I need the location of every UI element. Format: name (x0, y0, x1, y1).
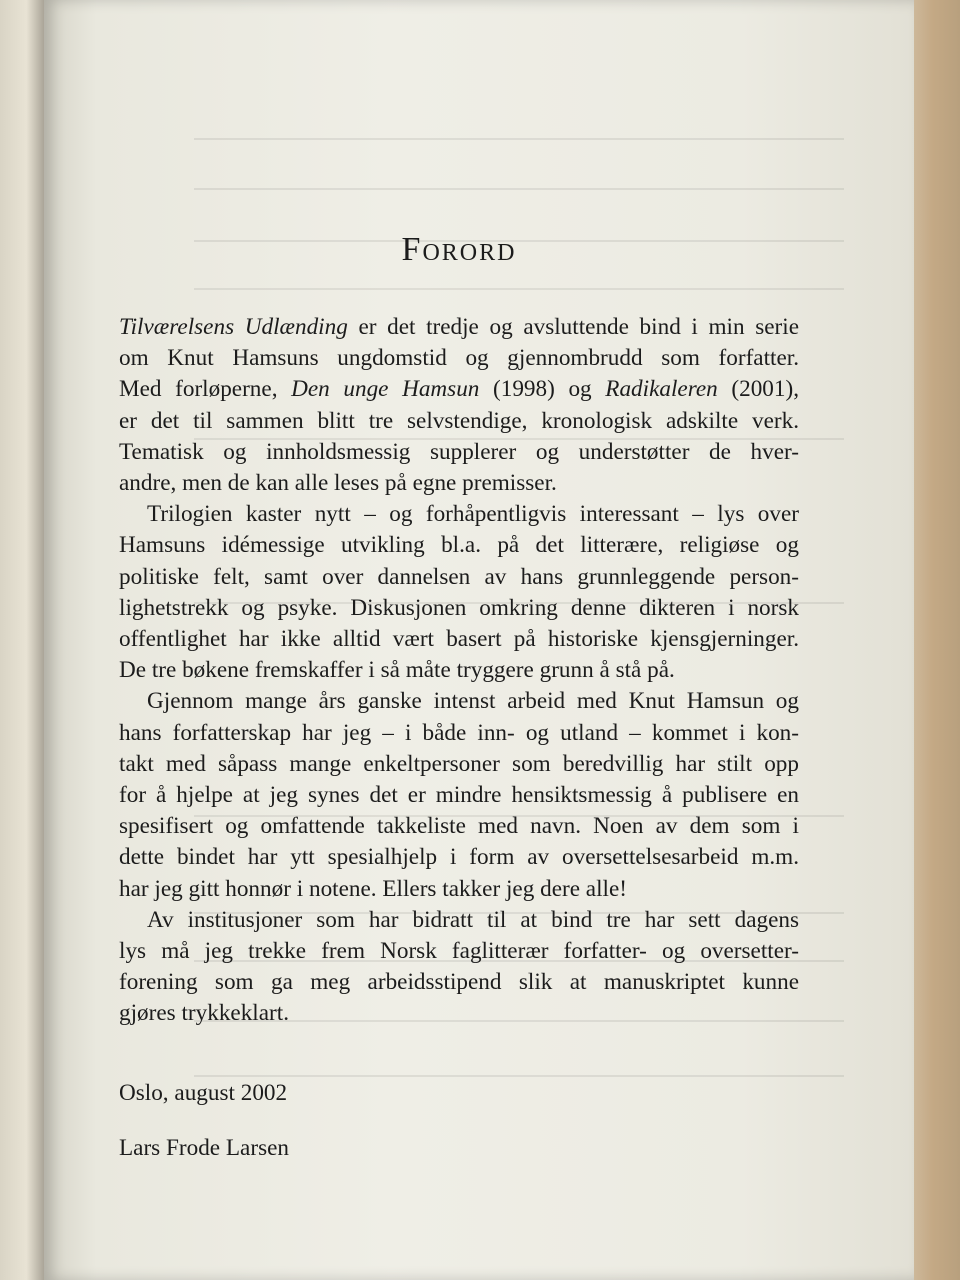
paragraph (119, 686, 799, 904)
body-text (119, 312, 799, 1030)
text-line (119, 530, 799, 561)
text-segment: De tre bøkene fremskaffer i så måte tryggere grunn å stå på. (119, 657, 675, 684)
text-segment: andre, men de kan alle leses på egne premisser. (119, 470, 557, 497)
text-line (119, 624, 799, 655)
text-line (119, 499, 799, 530)
paragraph (119, 499, 799, 686)
text-segment: er det til sammen blitt tre selvstendige, kronologisk adskilte verk. (119, 407, 799, 434)
text-segment: takt med såpass mange enkeltpersoner som beredvillig har stilt opp (119, 750, 799, 777)
text-segment: om Knut Hamsuns ungdomstid og gjennombrudd som forfatter. (119, 345, 799, 372)
text-line (119, 998, 799, 1029)
paragraph (119, 905, 799, 1030)
text-line (119, 749, 799, 780)
text-segment: offentlighet har ikke alltid vært basert på historiske kjensgjerninger. (119, 626, 799, 653)
text-segment: Med forløperne, (119, 376, 292, 403)
text-line (119, 718, 799, 749)
text-segment: Gjennom mange års ganske intenst arbeid med Knut Hamsun og (147, 688, 799, 715)
text-segment: for å hjelpe at jeg synes det er mindre hensiktsmessig å publisere en (119, 782, 799, 809)
paragraph (119, 312, 799, 499)
italic-title: Tilværelsens Udlænding (119, 314, 348, 340)
italic-title: Radikaleren (605, 376, 718, 403)
text-line (119, 374, 799, 405)
text-line (119, 967, 799, 998)
text-line (119, 406, 799, 437)
text-segment: har jeg gitt honnør i notene. Ellers takker jeg dere alle! (119, 875, 627, 902)
text-segment: gjøres trykkeklart. (119, 1000, 289, 1027)
text-segment: forening som ga meg arbeidsstipend slik at manuskriptet kunne (119, 969, 799, 996)
text-line (119, 780, 799, 811)
text-line (119, 655, 799, 686)
text-line (119, 593, 799, 624)
italic-title: Den unge Hamsun (291, 376, 480, 403)
text-line (119, 842, 799, 873)
previous-page-edge (0, 0, 48, 1280)
text-line (119, 905, 799, 936)
text-segment: lighetstrekk og psyke. Diskusjonen omkring denne dikteren i norsk (119, 594, 799, 621)
author-signature: Lars Frode Larsen (119, 1134, 289, 1161)
text-line (119, 562, 799, 593)
page-content (119, 222, 799, 1164)
text-segment: Hamsuns idémessige utvikling bl.a. på det litterære, religiøse og (119, 532, 799, 559)
text-line (119, 468, 799, 499)
text-line (119, 936, 799, 967)
text-segment: Tematisk og innholdsmessig supplerer og understøtter de hver- (119, 438, 799, 465)
text-segment: spesifisert og omfattende takkeliste med navn. Noen av dem som i (119, 813, 799, 840)
text-segment: (1998) og (479, 376, 606, 403)
text-segment: hans forfatterskap har jeg – i både inn- og utland – kommet i kon- (119, 719, 799, 746)
text-line (119, 343, 799, 374)
place-date: Oslo, august 2002 (119, 1079, 288, 1106)
text-line (119, 312, 799, 343)
page-stack-edge (914, 0, 960, 1280)
text-line (119, 874, 799, 905)
text-segment: (2001), (717, 376, 799, 403)
page-title: Forord (401, 231, 517, 268)
text-segment: politiske felt, samt over dannelsen av hans grunnleggende person- (119, 563, 799, 590)
text-segment: dette bindet har ytt spesialhjelp i form av oversettelsesarbeid m.m. (119, 844, 799, 871)
text-segment: lys må jeg trekke frem Norsk faglitterær forfatter- og oversetter- (119, 938, 799, 965)
text-segment: Trilogien kaster nytt – og forhåpentligvis interessant – lys over (147, 501, 799, 528)
text-line (119, 437, 799, 468)
text-segment: Av institusjoner som har bidratt til at bind tre har sett dagens (147, 906, 799, 933)
text-line (119, 811, 799, 842)
text-segment: er det tredje og avsluttende bind i min serie (347, 314, 799, 340)
text-line (119, 686, 799, 717)
